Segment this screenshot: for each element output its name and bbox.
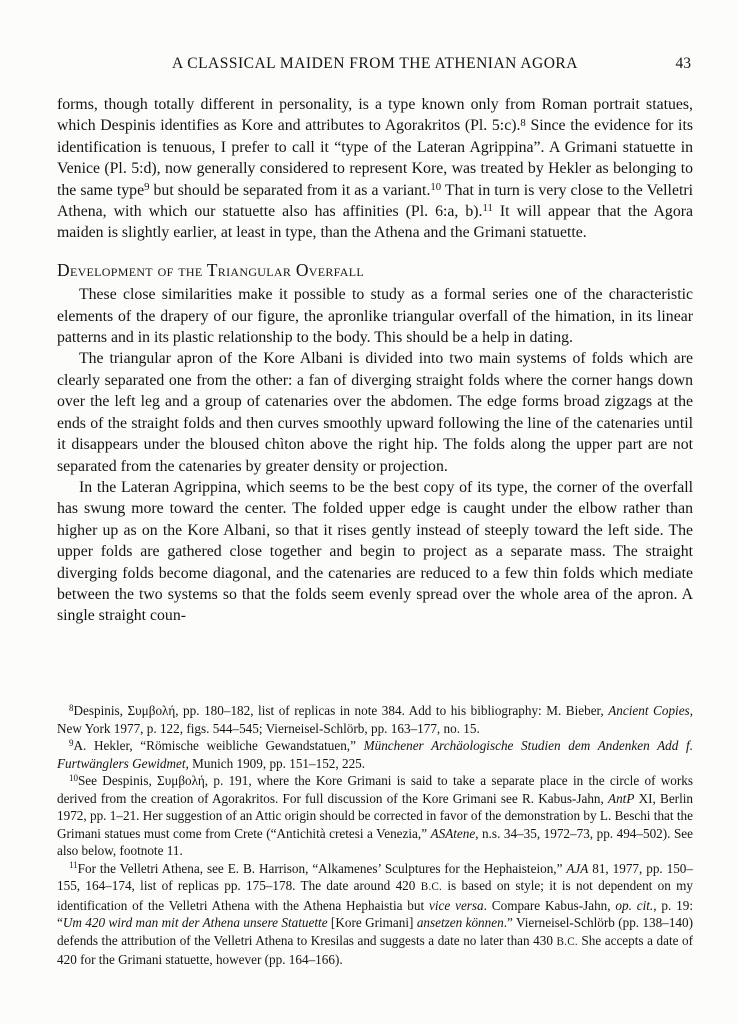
text-run: , p. 19: “ bbox=[57, 897, 693, 930]
text-run: 81, 1977, pp. 150–155, 164–174, list of replicas pp. 175–178. The date around 420 bbox=[57, 860, 693, 893]
footnote-marker: 10 bbox=[69, 772, 78, 783]
text-run: That in turn is very close to the Velletri Athena, with which our statuette also has affinities (Pl. 6:a, b). bbox=[57, 181, 693, 221]
paragraph bbox=[57, 94, 693, 244]
text-run: forms, though totally different in personality, is a type known only from Roman portrait statues, which Despinis identifies as Kore and attributes to Agorakritos (Pl. 5:c). bbox=[57, 96, 693, 135]
footnote-marker: 8 bbox=[69, 702, 74, 713]
footnote-marker: 11 bbox=[482, 202, 493, 215]
footnote-marker: 9 bbox=[69, 737, 74, 748]
text-run: It will appear that the Agora maiden is slightly earlier, at least in type, than the Athena and the Grimani statuette. bbox=[57, 203, 693, 242]
footnote bbox=[57, 772, 693, 860]
paragraph bbox=[57, 477, 693, 627]
text-run: A. Hekler, “Römische weibliche Gewandstatuen,” bbox=[73, 738, 364, 753]
text-run: Um 420 wird man mit der Athena unsere Statuette bbox=[62, 915, 328, 930]
text-run: op. cit. bbox=[615, 897, 654, 913]
text-run: Since the evidence for its identification is tenuous, I prefer to call it “type of the Lateran Agrippina”. A Grimani statuette in Venice (Pl. 5:d), now generally considered to represent Kore, was treated by Hekler as belonging to the same type bbox=[57, 117, 693, 199]
text-run: ansetzen können bbox=[416, 915, 504, 930]
paragraph bbox=[57, 284, 693, 348]
text-run: Ancient Copies bbox=[608, 703, 690, 718]
text-run: is based on style; it is not dependent on my identification of the Velletri Athena with the Athena Hephaistia but bbox=[57, 878, 693, 913]
page-number: 43 bbox=[675, 55, 691, 72]
footnote bbox=[57, 702, 693, 737]
running-head bbox=[57, 55, 693, 73]
text-run: B.C. bbox=[556, 935, 578, 948]
text-run: Development of the Triangular Overfall bbox=[57, 259, 364, 280]
text-run: but should be separated from it as a variant. bbox=[149, 181, 431, 199]
footnote-marker: 9 bbox=[144, 180, 150, 193]
text-run: , New York 1977, p. 122, figs. 544–545; Vierneisel-Schlörb, pp. 163–177, no. 15. bbox=[57, 703, 693, 736]
text-run: .” Vierneisel-Schlörb (pp. 138–140) defends the attribution of the Velletri Athena to Kresilas and suggests a date no later than 430 bbox=[57, 915, 694, 948]
text-run: , n.s. 34–35, 1972–73, pp. 494–502). See also below, footnote 11. bbox=[57, 825, 693, 858]
footnote bbox=[57, 737, 693, 772]
text-run: Münchener Archäologische Studien dem Andenken Add f. Furtwänglers Gewidmet bbox=[57, 738, 693, 771]
text-run: . Compare Kabus-Jahn, bbox=[483, 897, 616, 913]
text-run: AntP bbox=[608, 790, 635, 806]
text-run: The triangular apron of the Kore Albani is divided into two main systems of folds which are clearly separated one from the other: a fan of diverging straight folds where the corner hangs down over the left leg and a group of catenaries over the abdomen. The edge forms broad zigzags at the ends of the straight folds and then curves smoothly upward following the line of the catenaries until it disappears under the bloused chìton above the right hip. The folds along the upper part are not separated from the catenaries by greater density or projection. bbox=[57, 350, 693, 475]
text-run: XI, Berlin 1972, pp. 1–21. Her suggestion of an Attic origin should be corrected in favor of the demonstration by L. Beschi that the Grimani statues must come from Crete (“Antichità cretesi a Venezia,” bbox=[57, 790, 693, 841]
text-run: vice versa bbox=[429, 897, 484, 913]
text-run: ASAtene bbox=[430, 825, 476, 841]
text-run: Despinis, Συμβολή, pp. 180–182, list of replicas in note 384. Add to his bibliography: M. Bieber, bbox=[73, 703, 609, 718]
footnotes bbox=[57, 702, 693, 969]
text-run: She accepts a date of 420 for the Grimani statuette, however (pp. 164–166). bbox=[57, 932, 693, 967]
footnote-marker: 10 bbox=[430, 180, 442, 193]
footnote-marker: 8 bbox=[520, 116, 526, 129]
text-run: , Munich 1909, pp. 151–152, 225. bbox=[185, 755, 366, 771]
section-heading bbox=[57, 260, 693, 281]
text-run: These close similarities make it possible to study as a formal series one of the characteristic elements of the drapery of our figure, the apronlike triangular overfall of the himation, in its linear patterns and in its plastic relationship to the body. This should be a help in dating. bbox=[57, 286, 693, 347]
footnote bbox=[57, 860, 693, 969]
text-run: B.C. bbox=[420, 881, 443, 893]
text-run: In the Lateran Agrippina, which seems to be the best copy of its type, the corner of the overfall has swung more toward the center. The folded upper edge is caught under the elbow rather than higher up as on the Kore Albani, so that it rises gently instead of steeply toward the left side. The upper folds are gathered close together and begin to project as a separate mass. The straight diverging folds become diagonal, and the catenaries are reduced to a few thin folds which mediate between the two systems so that the folds seem evenly spread over the whole area of the apron. A single straight coun- bbox=[57, 478, 693, 625]
paragraph bbox=[57, 348, 693, 476]
text-run: See Despinis, Συμβολή, p. 191, where the Kore Grimani is said to take a separate place in the circle of works derived from the creation of Agorakritos. For full discussion of the Kore Grimani see R. Kabus-Jahn, bbox=[57, 773, 693, 806]
text-run: AJA bbox=[566, 860, 589, 876]
article-body bbox=[57, 94, 693, 627]
text-run: [Kore Grimani] bbox=[327, 915, 417, 930]
text-run: For the Velletri Athena, see E. B. Harrison, “Alkamenes’ Sculptures for the Hephaisteion,” bbox=[77, 860, 567, 876]
footnote-marker: 11 bbox=[69, 860, 78, 871]
running-head-title: A CLASSICAL MAIDEN FROM THE ATHENIAN AGORA bbox=[172, 55, 578, 72]
